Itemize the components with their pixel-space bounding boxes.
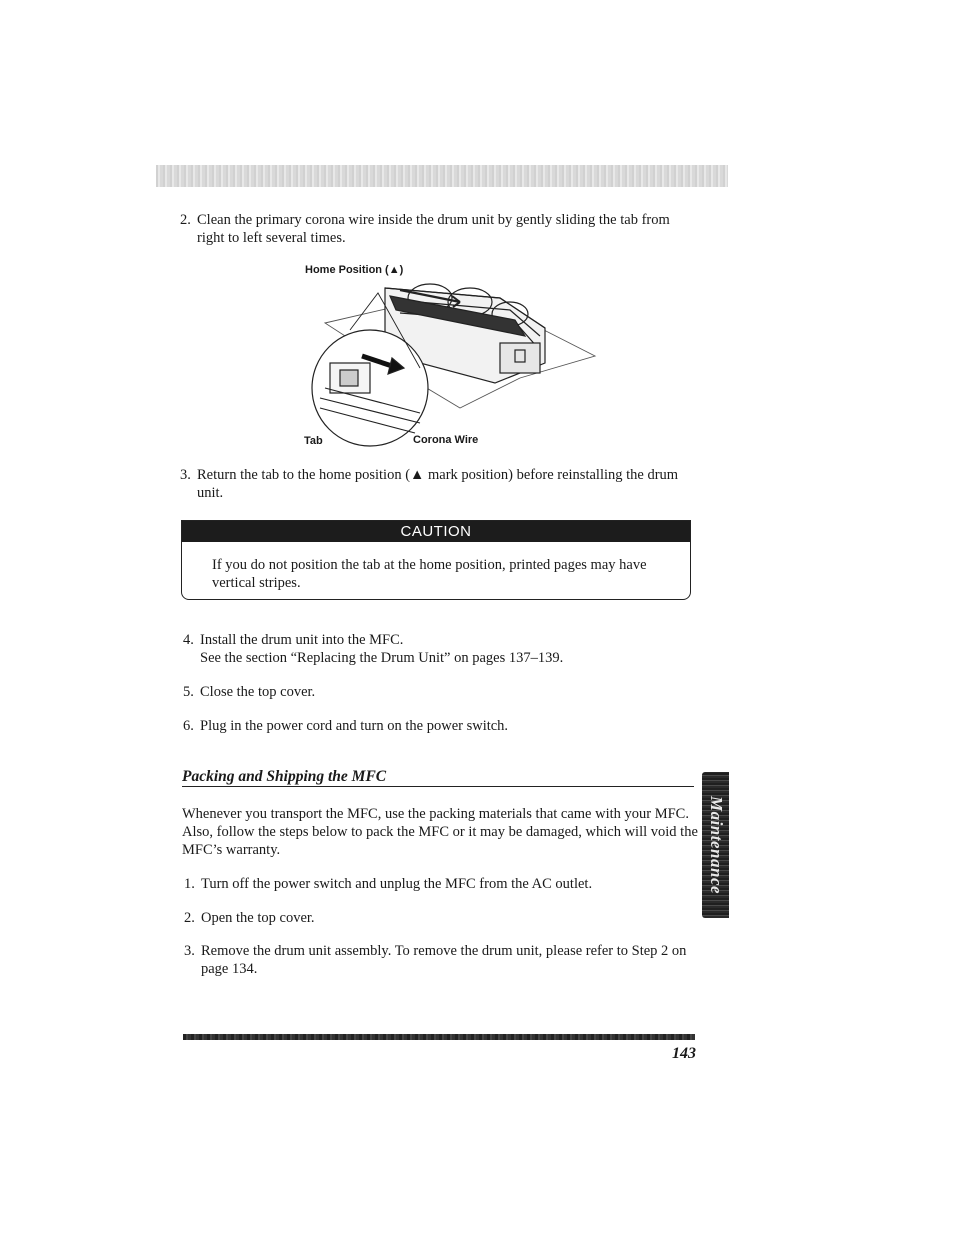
drum-unit-drawing <box>300 258 600 453</box>
header-band <box>156 165 728 187</box>
step-number: 3. <box>184 943 195 959</box>
drum-unit-illustration <box>300 258 600 453</box>
step-number: 2. <box>180 212 191 228</box>
caution-text: If you do not position the tab at the home position, printed pages may have vertical stripes. <box>212 557 647 591</box>
step-number: 6. <box>183 718 194 734</box>
pack-step-3 <box>184 942 699 978</box>
step-subtext: See the section “Replacing the Drum Unit” on pages 137–139. <box>200 650 564 666</box>
pack-step-1 <box>184 875 721 893</box>
step-text: Install the drum unit into the MFC. <box>200 632 404 648</box>
step-6-power-on <box>183 717 720 735</box>
caution-box <box>181 520 691 600</box>
step-text: Return the tab to the home position (▲ mark position) before reinstalling the drum unit. <box>197 467 679 501</box>
step-number: 3. <box>180 467 191 483</box>
step-number: 1. <box>184 876 195 892</box>
section-title: Packing and Shipping the MFC <box>182 768 387 785</box>
step-number: 5. <box>183 684 194 700</box>
tab-label: Tab <box>304 435 323 447</box>
step-text: Plug in the power cord and turn on the power switch. <box>200 718 509 734</box>
step-4-install-drum <box>183 631 720 667</box>
maintenance-side-tab <box>702 772 729 918</box>
step-text: Open the top cover. <box>201 910 315 926</box>
step-text: Close the top cover. <box>200 684 316 700</box>
step-3-return-tab <box>180 466 697 502</box>
caution-title: CAUTION <box>182 521 690 542</box>
step-text: Turn off the power switch and unplug the MFC from the AC outlet. <box>201 876 593 892</box>
step-number: 4. <box>183 632 194 648</box>
section-intro: Whenever you transport the MFC, use the packing materials that came with your MFC. Also, follow the steps below to pack the MFC or it may be damaged, which will void the MFC’s warranty. <box>182 806 698 858</box>
step-2-clean <box>180 211 697 247</box>
step-text: Remove the drum unit assembly. To remove the drum unit, please refer to Step 2 on page 134. <box>201 943 687 977</box>
home-position-label: Home Position (▲) <box>305 264 404 276</box>
step-5-close-cover <box>183 683 720 701</box>
footer-rule <box>183 1034 695 1040</box>
section-divider <box>182 786 694 787</box>
pack-step-2 <box>184 909 721 927</box>
step-text: Clean the primary corona wire inside the drum unit by gently sliding the tab from right to left several times. <box>197 212 670 246</box>
side-tab-label: Maintenance <box>706 795 726 895</box>
step-number: 2. <box>184 910 195 926</box>
corona-wire-label: Corona Wire <box>413 434 479 446</box>
page-number: 143 <box>672 1045 696 1062</box>
